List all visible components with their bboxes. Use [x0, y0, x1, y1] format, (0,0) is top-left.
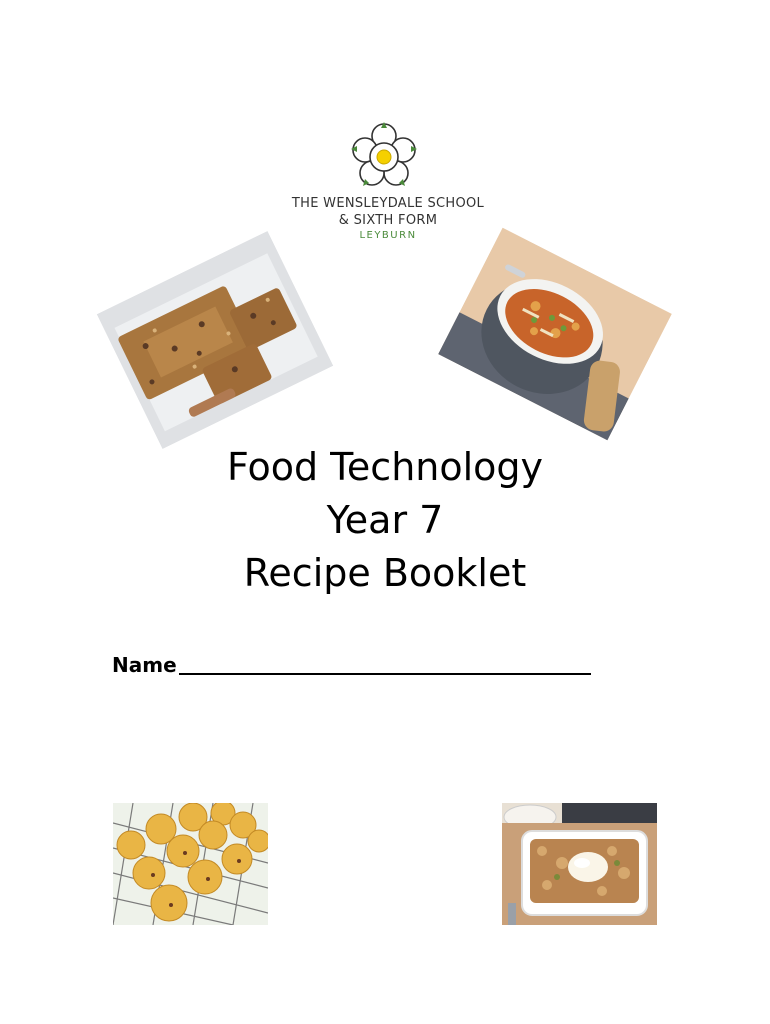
booklet-title [0, 441, 770, 600]
school-logo [283, 120, 493, 244]
title-line-subject: Food Technology [226, 445, 544, 489]
soup-photo [438, 228, 672, 441]
crumble-photo [502, 803, 657, 925]
title-line-year: Year 7 [326, 498, 444, 542]
name-write-line [179, 672, 591, 675]
school-location: LEYBURN [359, 230, 417, 241]
school-name-line2: & SIXTH FORM [338, 213, 438, 228]
name-field [112, 653, 591, 677]
flapjack-photo [97, 231, 334, 449]
muffins-photo [113, 803, 268, 925]
school-name-line1: THE WENSLEYDALE SCHOOL [291, 196, 485, 211]
title-line-booklet: Recipe Booklet [243, 551, 527, 595]
name-label: Name [112, 653, 177, 677]
yorkshire-rose-crest-icon [347, 120, 421, 194]
